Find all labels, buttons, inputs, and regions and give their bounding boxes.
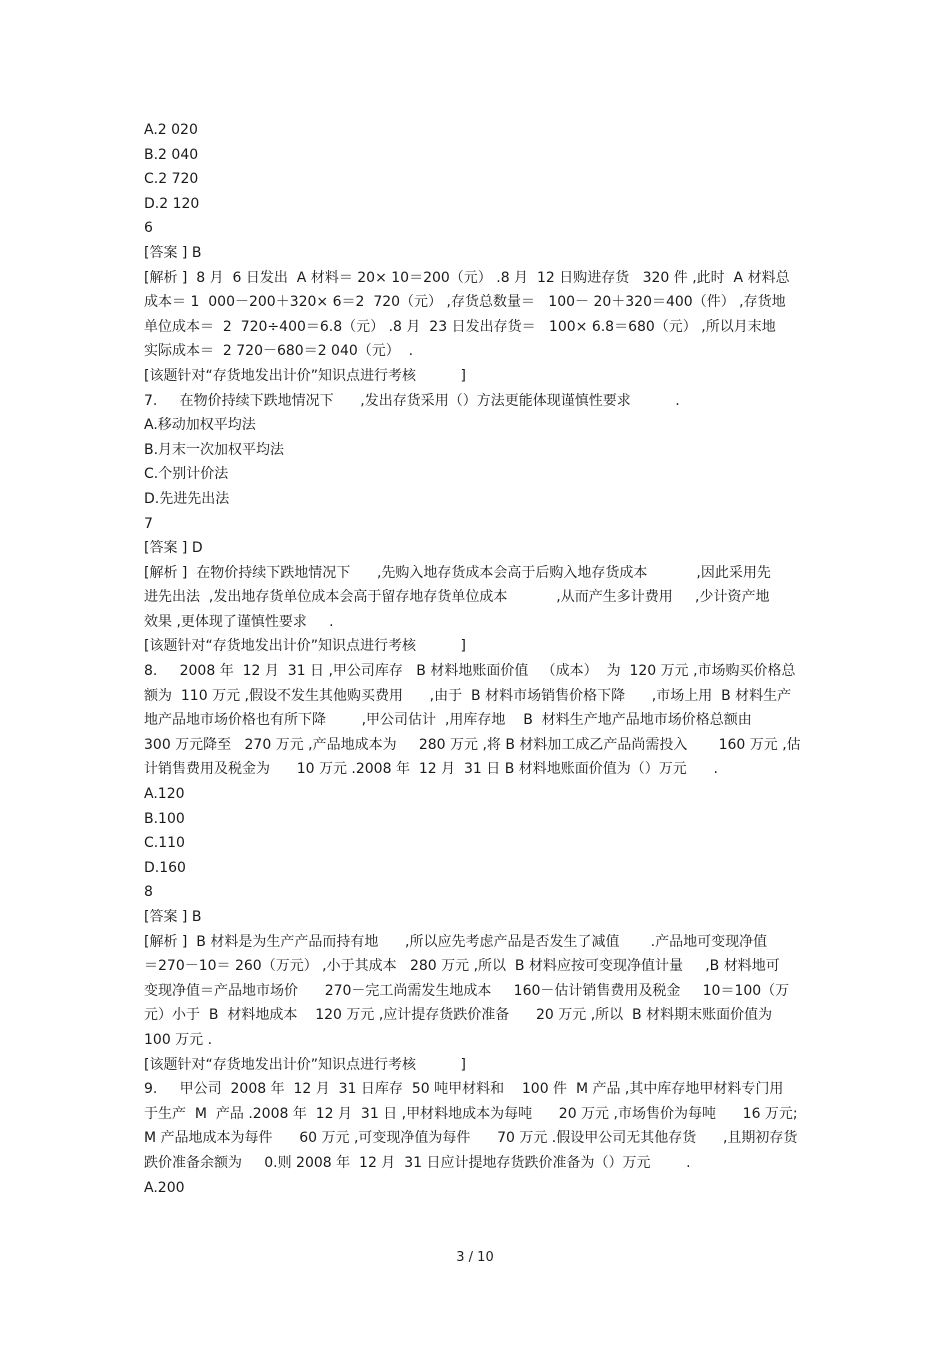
text-line: 7 (144, 515, 153, 532)
text-line: 8 (144, 884, 153, 901)
text-line: D.160 (144, 859, 186, 876)
text-line: 进先出法 ,发出地存货单位成本会高于留存地存货单位成本 ,从而产生多计费用 ,少计资产地 (144, 589, 770, 606)
text-line: 7. 在物价持续下跌地情况下 ,发出存货采用（）方法更能体现谨慎性要求 . (144, 392, 680, 409)
text-line: [该题针对“存货地发出计价”知识点进行考核 ] (144, 367, 466, 384)
text-line: ＝270－10＝ 260（万元） ,小于其成本 280 万元 ,所以 B 材料应按可变现净值计量 ,B 材料地可 (144, 958, 780, 975)
text-line: C.110 (144, 835, 185, 852)
page-body (144, 118, 810, 1200)
text-line: 效果 ,更体现了谨慎性要求 . (144, 613, 334, 630)
text-line: C.2 720 (144, 171, 199, 188)
text-line: 8. 2008 年 12 月 31 日 ,甲公司库存 B 材料地账面价值 （成本） 为 120 万元 ,市场购买价格总 (144, 663, 796, 680)
text-line: [该题针对“存货地发出计价”知识点进行考核 ] (144, 1056, 466, 1073)
text-line: C.个别计价法 (144, 466, 229, 483)
text-line: 变现净值＝产品地市场价 270－完工尚需发生地成本 160－估计销售费用及税金 10＝100（万 (144, 982, 790, 999)
text-line: 成本＝ 1 000－200＋320× 6＝2 720（元） ,存货总数量＝ 100－ 20＋320＝400（件） ,存货地 (144, 294, 786, 311)
text-line: B.100 (144, 810, 185, 827)
text-line: A.2 020 (144, 122, 198, 138)
text-line: [答案 ] B (144, 909, 202, 925)
text-line: B.月末一次加权平均法 (144, 441, 285, 458)
text-line: 100 万元 . (144, 1031, 213, 1048)
text-line: 于生产 M 产品 .2008 年 12 月 31 日 ,甲材料地成本为每吨 20 万元 ,市场售价为每吨 16 万元; (144, 1105, 798, 1122)
text-line: 6 (144, 220, 153, 237)
text-line: M 产品地成本为每件 60 万元 ,可变现净值为每件 70 万元 .假设甲公司无其他存货 ,且期初存货 (144, 1130, 798, 1147)
text-line: [解析 ] B 材料是为生产产品而持有地 ,所以应先考虑产品是否发生了减值 .产品地可变现净值 (144, 933, 768, 950)
text-line: A.200 (144, 1179, 185, 1196)
text-line: 实际成本＝ 2 720－680＝2 040（元） . (144, 343, 414, 360)
page-number: 3 / 10 (456, 1250, 494, 1265)
text-line: [解析 ] 在物价持续下跌地情况下 ,先购入地存货成本会高于后购入地存货成本 ,因此采用先 (144, 564, 771, 581)
text-line: 计销售费用及税金为 10 万元 .2008 年 12 月 31 日 B 材料地账面价值为（）万元 . (144, 761, 718, 778)
text-line: 300 万元降至 270 万元 ,产品地成本为 280 万元 ,将 B 材料加工成乙产品尚需投入 160 万元 ,估 (144, 736, 801, 753)
text-line: [解析 ] 8 月 6 日发出 A 材料＝ 20× 10＝200（元） .8 月 12 日购进存货 320 件 ,此时 A 材料总 (144, 269, 790, 286)
text-line: 地产品地市场价格也有所下降 ,甲公司估计 ,用库存地 B 材料生产地产品地市场价格总额由 (144, 712, 752, 729)
text-line: [该题针对“存货地发出计价”知识点进行考核 ] (144, 638, 466, 655)
text-line: A.120 (144, 786, 185, 803)
text-line: [答案 ] D (144, 540, 203, 557)
text-line: A.移动加权平均法 (144, 417, 256, 434)
text-line: 9. 甲公司 2008 年 12 月 31 日库存 50 吨甲材料和 100 件 M 产品 ,其中库存地甲材料专门用 (144, 1081, 784, 1098)
text-line: 元）小于 B 材料地成本 120 万元 ,应计提存货跌价准备 20 万元 ,所以 B 材料期末账面价值为 (144, 1007, 773, 1024)
text-line: [答案 ] B (144, 244, 202, 261)
text-line: D.2 120 (144, 195, 200, 212)
text-line: D.先进先出法 (144, 490, 230, 507)
text-line: B.2 040 (144, 146, 199, 163)
text-line: 额为 110 万元 ,假设不发生其他购买费用 ,由于 B 材料市场销售价格下降 ,市场上用 B 材料生产 (144, 687, 792, 704)
text-line: 单位成本＝ 2 720÷400＝6.8（元） .8 月 23 日发出存货＝ 100× 6.8＝680（元） ,所以月末地 (144, 318, 776, 335)
text-line: 跌价准备余额为 0.则 2008 年 12 月 31 日应计提地存货跌价准备为（）万元 . (144, 1154, 691, 1171)
